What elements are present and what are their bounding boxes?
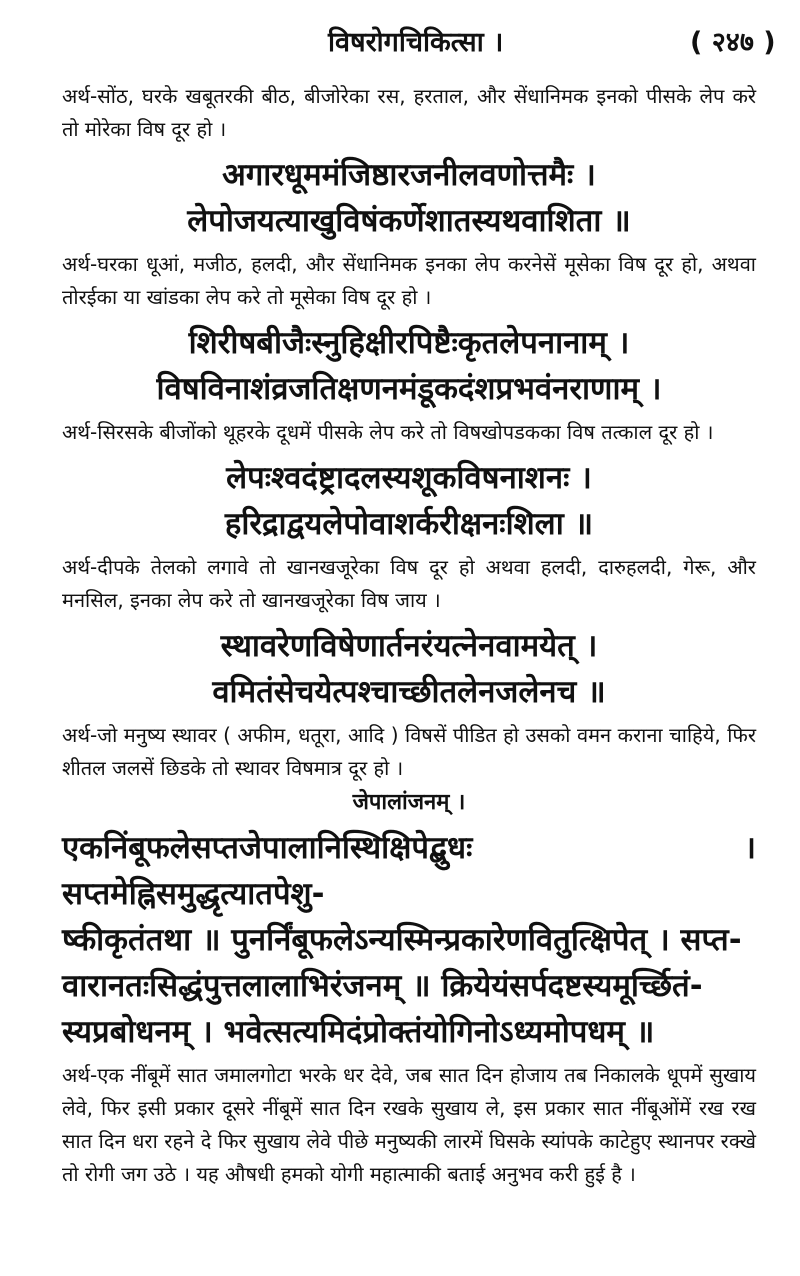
sanskrit-verse [62,455,756,547]
meaning-paragraph: अर्थ-घरका धूआं, मजीठ, हलदी, और सेंधानिमक इनका लेप करनेसें मूसेका विष दूर हो, अथवा तोरईका या खांडका लेप करे तो मूसेका विष दूर हो । [62,252,756,309]
verse-line: विषविनाशंव्रजतिक्षणनमंडूकदंशप्रभवंनराणाम् । [156,371,662,407]
verse-line: लेपःश्वदंष्ट्रादलस्यशूकविषनाशनः । [226,460,592,496]
meaning-paragraph: अर्थ-सोंठ, घरके खबूतरकी बीठ, बीजोरेका रस, हरताल, और सेंधानिमक इनको पीसके लेप करे तो मोरेका विष दूर हो । [62,84,756,141]
verse-line: स्थावरेणविषेणार्तनरंयत्नेनवामयेत् । [220,628,598,664]
verse-line: शिरीषबीजैःस्नुहिक्षीरपिष्टैःकृतलेपनानाम् । [188,325,630,361]
sanskrit-verse [62,623,756,715]
page-body [62,80,756,1191]
sanskrit-verse [62,825,756,1055]
sanskrit-verse [62,152,756,244]
meaning-paragraph: अर्थ-एक नींबूमें सात जमालगोटा भरके धर देवे, जब सात दिन होजाय तब निकालके धूपमें सुखाय लेवे, फिर इसी प्रकार दूसरे नींबूमें सात दिन रखके सुखाय ले, इस प्रकार सात नींबूओंमें रख रख सात दिन धरा रहने दे फिर सुखाय लेवे पीछे मनुष्यकी लारमें घिसके स्यांपके काटेहुए स्थानपर रक्खे तो रोगी जग उठे । यह औषधी हमको योगी महात्माकी बताई अनुभव करी हुई है । [62,1063,756,1186]
verse-line: लेपोजयत्याखुविषंकर्णेशातस्यथवाशिता ॥ [187,203,631,239]
verse-line: वमितंसेचयेत्पश्चाच्छीतलेनजलेनच ॥ [212,674,606,710]
verse-line: अगारधूममंजिष्ठारजनीलवणोत्तमैः । [222,157,596,193]
verse-line: वारानतःसिद्धंपुत्तलालाभिरंजनम् ॥ क्रियेयंसर्पदष्टस्यमूर्च्छितं- [62,968,703,1004]
meaning-paragraph: अर्थ-जो मनुष्य स्थावर ( अफीम, धतूरा, आदि ) विषसें पीडित हो उसको वमन कराना चाहिये, फिर शीतल जलसें छिडके तो स्थावर विषमात्र दूर हो । [62,723,756,780]
running-title: विषरोगचिकित्सा । [328,27,504,58]
meaning-paragraph: अर्थ-सिरसके बीजोंको थूहरके दूधमें पीसके लेप करे तो विषखोपडकका विष तत्काल दूर हो । [62,420,714,444]
verse-line: एकनिंबूफलेसप्तजेपालानिस्थिक्षिपेद्बुधः । सप्तमेह्निसमुद्धृत्यातपेशु- [62,830,756,912]
verse-line: हरिद्राद्वयलेपोवाशर्करीक्षनःशिला ॥ [224,506,594,542]
page-header [0,22,800,62]
page-number: ( २४७ ) [690,27,776,58]
meaning-paragraph: अर्थ-दीपके तेलको लगावे तो खानखजूरेका विष दूर हो अथवा हलदी, दारुहलदी, गेरू, और मनसिल, इनका लेप करे तो खानखजूरेका विष जाय । [62,555,756,612]
verse-line: स्यप्रबोधनम् । भवेत्सत्यमिदंप्रोक्तंयोगिनोऽध्यमोपधम् ॥ [62,1014,655,1050]
recipe-heading: जेपालांजनम् । [352,790,466,815]
verse-line: ष्कीकृतंतथा ॥ पुनर्निंबूफलेऽन्यस्मिन्प्रकारेणवितुत्क्षिपेत् । सप्त- [62,922,742,958]
sanskrit-verse [62,320,756,412]
